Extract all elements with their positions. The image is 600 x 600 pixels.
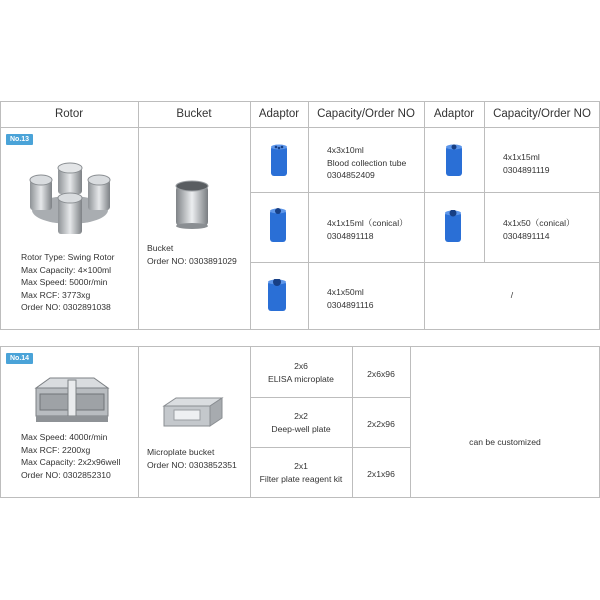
empty-cell-mark: /: [510, 290, 514, 300]
model-badge: No.14: [6, 353, 33, 364]
order-no-text: 0304891116: [327, 299, 374, 310]
bucket-image: [172, 180, 212, 230]
adaptor-capacity-4: [503, 151, 550, 176]
table-border: [0, 497, 600, 498]
bucket-info: [147, 242, 237, 267]
model-badge: No.13: [6, 134, 33, 145]
order-no-text: 0304891119: [503, 164, 550, 175]
table-border: [0, 329, 600, 330]
adaptor-capacity-3: [327, 286, 374, 311]
plate-type-3: [250, 460, 352, 485]
header-rotor: Rotor: [54, 108, 84, 120]
table-border: [250, 262, 600, 263]
adaptor-capacity-2: [327, 217, 408, 242]
table-border: [0, 346, 1, 498]
max-speed: Max Speed: 5000r/min: [21, 277, 108, 287]
bucket-name: Bucket: [147, 243, 174, 253]
capacity-text: 4x1x50（conical）: [503, 218, 575, 228]
header-bucket: Bucket: [176, 108, 212, 120]
plate-type-1: [250, 360, 352, 385]
table-border: [410, 346, 411, 498]
plate-capacity-3: 2x1x96: [367, 469, 395, 479]
plate-count: 2x1: [294, 461, 308, 471]
table-border: [0, 346, 600, 347]
table-border: [250, 101, 251, 330]
rotor-specs: [21, 431, 120, 481]
microplate-rotor-image: [30, 370, 114, 428]
capacity-text: 4x1x15ml: [503, 152, 540, 162]
header-capacity: Capacity/Order NO: [317, 108, 415, 120]
rotor-specs: [21, 251, 114, 314]
adaptor-icon: [266, 279, 288, 313]
order-no: Order NO: 0302852310: [21, 469, 111, 480]
table-border: [0, 101, 1, 330]
capacity-text: 4x1x50ml: [327, 287, 364, 297]
plate-capacity-2: 2x2x96: [367, 419, 395, 429]
table-border: [250, 192, 600, 193]
adaptor-icon: [443, 210, 463, 244]
max-rcf: Max RCF: 2200xg: [21, 444, 91, 455]
plate-count: 2x2: [294, 411, 308, 421]
max-rcf: Max RCF: 3773xg: [21, 289, 91, 300]
adaptor-capacity-1: [327, 144, 406, 182]
table-border: [250, 447, 410, 448]
header-adaptor: Adaptor: [258, 108, 300, 120]
max-speed: Max Speed: 4000r/min: [21, 432, 108, 442]
adaptor-icon: [268, 208, 288, 244]
tube-type-text: Blood collection tube: [327, 157, 407, 168]
table-border: [138, 101, 139, 330]
custom-note: can be customized: [469, 437, 541, 447]
adaptor-capacity-5: [503, 217, 575, 242]
max-capacity: Max Capacity: 2x2x96well: [21, 457, 121, 467]
bucket-info: [147, 446, 237, 471]
table-border: [0, 127, 600, 128]
table-border: [138, 346, 139, 498]
plate-name: Deep-well plate: [271, 423, 331, 434]
order-no: Order NO: 0302891038: [21, 302, 111, 312]
plate-name: Filter plate reagent kit: [259, 473, 343, 484]
order-no-text: 0304891114: [503, 230, 550, 241]
table-border: [250, 397, 410, 398]
adaptor-icon: [444, 144, 464, 178]
bucket-name: Microplate bucket: [147, 447, 215, 457]
microplate-bucket-image: [160, 392, 226, 432]
header-adaptor-2: Adaptor: [433, 108, 475, 120]
swing-rotor-image: [20, 160, 120, 240]
plate-type-2: [250, 410, 352, 435]
table-border: [308, 101, 309, 330]
plate-name: ELISA microplate: [268, 373, 334, 384]
rotor-type: Rotor Type: Swing Rotor: [21, 252, 115, 262]
capacity-text: 4x1x15ml（conical）: [327, 218, 408, 228]
adaptor-icon: [269, 144, 289, 178]
order-no-text: 0304891118: [327, 230, 374, 241]
bucket-order-no: Order NO: 0303891029: [147, 255, 237, 266]
header-capacity-2: Capacity/Order NO: [493, 108, 591, 120]
order-no-text: 0304852409: [327, 170, 375, 180]
plate-capacity-1: 2x6x96: [367, 369, 395, 379]
plate-count: 2x6: [294, 361, 308, 371]
capacity-text: 4x3x10ml: [327, 145, 364, 155]
max-capacity: Max Capacity: 4×100ml: [21, 264, 112, 275]
bucket-order-no: Order NO: 0303852351: [147, 459, 237, 470]
